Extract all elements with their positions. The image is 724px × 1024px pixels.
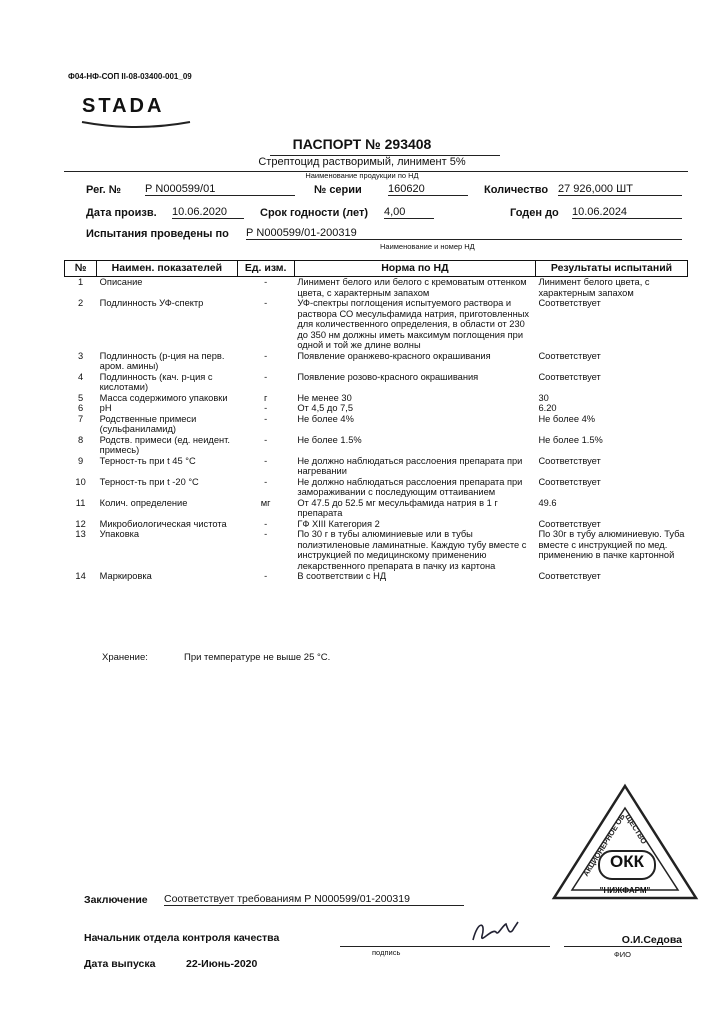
inspector-name: О.И.Седова [564, 934, 682, 947]
row-result: Линимент белого цвета, с характерным запахом [538, 277, 650, 298]
col-header-indicator: Наимен. показателей [97, 261, 237, 277]
row-norm: Не более 1.5% [297, 434, 362, 445]
row-unit: - [264, 413, 268, 424]
seal-triangle-icon [550, 782, 700, 902]
table-row [65, 519, 688, 530]
row-result: Не более 4% [538, 413, 596, 424]
table-row [65, 571, 688, 582]
logo-swoosh-icon [80, 118, 192, 130]
row-norm: Не более 4% [297, 413, 354, 424]
row-number: 4 [78, 371, 84, 382]
row-number: 10 [75, 476, 86, 487]
row-indicator: Описание [99, 277, 143, 287]
row-result: Соответствует [538, 298, 601, 308]
row-unit: г [263, 392, 268, 403]
signature-caption: подпись [372, 948, 401, 957]
mfg-date-value: 10.06.2020 [172, 206, 244, 219]
row-norm: Линимент белого или белого с кремоватым оттенком цвета, с характерным запахом [297, 277, 527, 298]
expiry-value: 10.06.2024 [572, 206, 682, 219]
row-indicator: Родственные примеси (сульфаниламид) [99, 413, 197, 434]
row-norm: Не должно наблюдаться расслоения препарата при нагревании [297, 455, 523, 476]
row-result: Соответствует [538, 350, 601, 361]
row-norm: В соответствии с НД [297, 571, 387, 581]
row-result: По 30г в тубу алюминиевую. Туба вместе с инструкцией по мед. применению в пачке картонной [538, 529, 685, 560]
row-indicator: Колич. определение [99, 497, 188, 508]
shelf-life-label: Срок годности (лет) [260, 207, 369, 219]
shelf-life-value: 4,00 [384, 206, 434, 219]
row-number: 1 [78, 277, 84, 287]
row-indicator: Подлинность (р-ция на перв. аром. амины) [99, 350, 225, 371]
row-unit: - [264, 403, 268, 413]
table-row [65, 477, 688, 498]
tests-caption: Наименование и номер НД [380, 242, 475, 251]
row-result: Соответствует [538, 571, 601, 581]
row-result: Соответствует [538, 518, 601, 529]
table-row [65, 414, 688, 435]
row-unit: - [264, 350, 268, 361]
tests-label: Испытания проведены по [86, 228, 229, 240]
table-header-row [65, 261, 688, 277]
reg-value: Р N000599/01 [145, 183, 295, 196]
row-indicator: Подлинность УФ-спектр [99, 298, 204, 308]
row-result: Соответствует [538, 476, 601, 487]
row-indicator: Маркировка [99, 571, 152, 581]
row-result: 30 [538, 392, 549, 403]
tests-value: Р N000599/01-200319 [246, 227, 682, 240]
row-indicator: Масса содержимого упаковки [99, 392, 228, 403]
signature-icon [468, 918, 528, 948]
row-norm: Не менее 30 [297, 392, 352, 403]
row-number: 6 [78, 403, 84, 413]
table-row [65, 351, 688, 372]
form-code: Ф04-НФ-СОП II-08-03400-001_09 [68, 72, 192, 81]
seal-center-text: ОКК [610, 852, 644, 871]
col-header-unit: Ед. изм. [237, 261, 294, 277]
row-indicator: Подлинность (кач. р-ция с кислотами) [99, 371, 213, 392]
row-norm: Появление розово-красного окрашивания [297, 371, 479, 382]
row-unit: - [264, 277, 268, 287]
row-number: 9 [78, 455, 84, 466]
col-header-number: № [65, 261, 97, 277]
table-row [65, 403, 688, 414]
row-norm: По 30 г в тубы алюминиевые или в тубы полиэтиленовые ламинатные. Каждую тубу вместе с инструкцией по медицинскому применению лекарственного препарата в пачку из картона [297, 529, 527, 571]
table-row [65, 498, 688, 519]
seal-arc-text: АКЦИОНЕРНОЕ ОБЩЕСТВО [581, 812, 649, 878]
row-number: 13 [75, 529, 86, 539]
issue-date-value: 22-Июнь-2020 [186, 958, 258, 970]
row-number: 12 [75, 518, 86, 529]
stada-logo: STADA [82, 95, 165, 117]
row-unit: мг [260, 497, 271, 508]
table-row [65, 298, 688, 351]
okk-seal [550, 782, 700, 902]
row-unit: - [264, 298, 268, 308]
col-header-result: Результаты испытаний [535, 261, 687, 277]
row-unit: - [264, 434, 268, 445]
quantity-label: Количество [484, 184, 549, 196]
reg-label: Рег. № [86, 184, 122, 196]
row-result: 6.20 [538, 403, 557, 413]
table-row [65, 435, 688, 456]
row-indicator: Терност-ть при t -20 °С [99, 476, 199, 487]
row-result: 49.6 [538, 497, 557, 508]
issue-date-label: Дата выпуска [84, 958, 156, 970]
test-results-table [64, 260, 688, 582]
product-name: Стрептоцид растворимый, линимент 5% [258, 156, 466, 168]
series-value: 160620 [388, 183, 468, 196]
row-indicator: Родств. примеси (ед. неидент. примесь) [99, 434, 230, 455]
seal-bottom-text: "НИЖФАРМ" [599, 886, 651, 895]
table-row [65, 277, 688, 299]
row-unit: - [264, 371, 268, 382]
row-norm: Не должно наблюдаться расслоения препарата при замораживании с последующим оттаиванием [297, 476, 523, 497]
conclusion-value: Соответствует требованиям Р N000599/01-200319 [164, 893, 464, 906]
quantity-value: 27 926,000 ШТ [558, 183, 682, 196]
row-result: Соответствует [538, 455, 601, 466]
row-indicator: Упаковка [99, 529, 140, 539]
row-number: 14 [75, 571, 86, 581]
storage-value: При температуре не выше 25 °С. [184, 652, 331, 663]
mfg-date-label: Дата произв. [86, 207, 157, 219]
row-indicator: pH [99, 403, 112, 413]
row-indicator: Терност-ть при t 45 °С [99, 455, 196, 466]
row-result: Соответствует [538, 371, 601, 382]
storage-label: Хранение: [102, 652, 148, 663]
series-label: № серии [314, 184, 362, 196]
row-number: 11 [75, 497, 86, 508]
row-norm: ГФ XIII Категория 2 [297, 518, 380, 529]
qc-head-label: Начальник отдела контроля качества [84, 932, 280, 944]
row-number: 3 [78, 350, 84, 361]
row-number: 7 [78, 413, 84, 424]
name-caption: ФИО [614, 950, 631, 959]
product-caption: Наименование продукции по НД [305, 171, 419, 180]
row-indicator: Микробиологическая чистота [99, 518, 227, 529]
row-norm: Появление оранжево-красного окрашивания [297, 350, 491, 361]
row-unit: - [264, 455, 268, 466]
conclusion-label: Заключение [84, 894, 148, 906]
row-number: 2 [78, 298, 84, 308]
row-number: 8 [78, 434, 84, 445]
table-row [65, 372, 688, 393]
table-row [65, 393, 688, 404]
row-result: Не более 1.5% [538, 434, 603, 445]
row-number: 5 [78, 392, 84, 403]
row-norm: От 47.5 до 52.5 мг месульфамида натрия в 1 г препарата [297, 497, 498, 518]
col-header-norm: Норма по НД [294, 261, 535, 277]
expiry-label: Годен до [510, 207, 559, 219]
table-row [65, 529, 688, 571]
row-unit: - [264, 518, 268, 529]
table-row [65, 456, 688, 477]
row-norm: От 4,5 до 7,5 [297, 403, 354, 413]
row-unit: - [264, 529, 268, 539]
passport-title: ПАСПОРТ № 293408 [292, 136, 432, 152]
row-norm: УФ-спектры поглощения испытуемого раствора и раствора СО месульфамида натрия, приготовленных для количественного определения, в области от 230 до 350 нм должны иметь максимум поглощения при одной и той же длине волны [297, 298, 530, 350]
row-unit: - [264, 476, 268, 487]
row-unit: - [264, 571, 268, 581]
